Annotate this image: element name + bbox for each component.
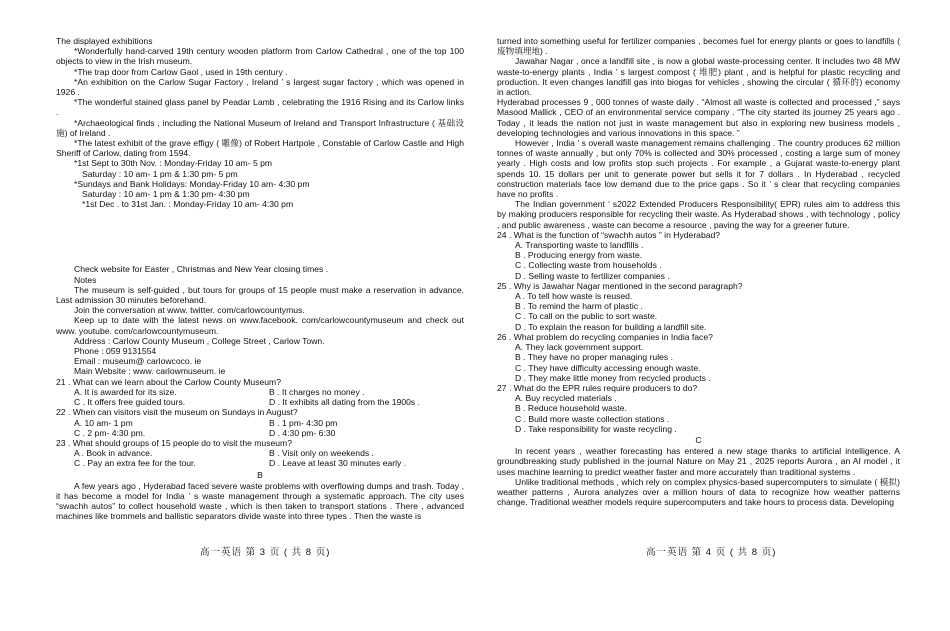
- q25-option-c: C . To call on the public to sort waste.: [515, 311, 658, 322]
- passage-b-paragraph: Hyderabad processes 9 , 000 tonnes of waste daily . “Almost all waste is collected and processed ,” says Masood Mallick , CEO of an environmental service company . “The city started its journey 25 years ago . Today , it leads the nation not just in waste management but also in exploring new business models , developing technologies and various innovations in this space. ”: [497, 97, 900, 138]
- question-21-options-row: [56, 397, 464, 407]
- question-25-stem: 25 . Why is Jawahar Nagar mentioned in the second paragraph?: [497, 280, 743, 291]
- question-21-options-row: [56, 387, 464, 397]
- exhibitions-heading: The displayed exhibitions: [56, 36, 153, 46]
- q25-option-b: B . To remind the harm of plastic .: [515, 301, 643, 312]
- right-page: [497, 36, 900, 507]
- question-26-stem: 26 . What problem do recycling companies in India face?: [497, 331, 713, 342]
- blank-space: [56, 209, 464, 264]
- question-23-stem: 23 . What should groups of 15 people do to visit the museum?: [56, 437, 292, 448]
- question-22-stem: 22 . When can visitors visit the museum on Sundays in August?: [56, 407, 298, 418]
- q26-option-c: C . They have difficulty accessing enough waste.: [515, 362, 701, 373]
- note-item: The museum is self-guided , but tours for groups of 15 people must make a reservation in advance. Last admission 30 minutes beforehand.: [56, 284, 464, 306]
- notes-heading: Notes: [74, 274, 97, 285]
- q26-option-b: B . They have no proper managing rules .: [515, 352, 673, 363]
- contact-website: Main Website : www. carlowmuseum. ie: [74, 366, 226, 377]
- q21-option-a: A. It is awarded for its size.: [74, 386, 177, 397]
- page-footer-right: 高一英语 第 4 页 ( 共 8 页): [646, 547, 777, 558]
- passage-c-paragraph: In recent years , weather forecasting has entered a new stage thanks to artificial intelligence. A groundbreaking study published in the journal Nature on May 21 , 2025 reports Aurora , an AI model , it uses machine learning to predict weather faster and more accurately than traditional systems .: [497, 446, 900, 477]
- q24-option-d: D . Selling waste to fertilizer companies .: [515, 270, 670, 281]
- q24-option-c: C . Collecting waste from households .: [515, 260, 662, 271]
- contact-email: Email : museum@ carlowcoco. ie: [74, 356, 202, 367]
- exhibit-item: *Archaeological finds , including the National Museum of Ireland and Transport Infrastructure ( 基础设施) of Ireland .: [56, 117, 464, 138]
- contact-phone: Phone : 059 9131554: [74, 346, 157, 357]
- opening-hours-line: *Sundays and Bank Holidays: Monday-Friday 10 am- 4:30 pm: [74, 178, 310, 189]
- q27-option-a: A. Buy recycled materials .: [515, 393, 617, 404]
- q22-option-a: A. 10 am- 1 pm: [74, 417, 133, 428]
- q21-option-d: D . It exhibits all dating from the 1900s .: [269, 397, 420, 408]
- q24-option-b: B . Producing energy from waste.: [515, 250, 643, 261]
- passage-c-paragraph: Unlike traditional methods , which rely on complex physics-based supercomputers to simulate ( 模拟) weather patterns , Aurora analyzes over a million hours of data to recognize how weather patterns change. Traditional weather models require supercomputers and take hours to process data. Developing: [497, 476, 900, 508]
- left-page: [56, 36, 464, 522]
- q23-option-c: C . Pay an extra fee for the tour.: [74, 458, 196, 469]
- q26-option-a: A. They lack government support.: [515, 342, 644, 353]
- exhibit-item: *Wonderfully hand-carved 19th century wooden platform from Carlow Cathedral , one of the top 100 objects to view in the Irish museum.: [56, 46, 464, 67]
- note-item: Keep up to date with the latest news on www.facebook. com/carlowcountymuseum and check out www. youtube. com/carlowcountymuseum.: [56, 315, 464, 336]
- opening-hours-line: *1st Sept to 30th Nov. : Monday-Friday 10 am- 5 pm: [74, 158, 273, 169]
- passage-b-paragraph: The Indian government ’ s2022 Extended Producers Responsibility( EPR) rules aim to address this by making producers responsible for recycling their waste. As Hyderabad shows , with technology , policy , and public awareness , waste can become a resource , paving the way for a greener future.: [497, 199, 900, 230]
- exhibit-item: *The trap door from Carlow Gaol , used in 19th century .: [74, 66, 288, 77]
- question-27-stem: 27 . What do the EPR rules require producers to do?: [497, 382, 698, 393]
- q25-option-d: D . To explain the reason for building a landfill site.: [515, 321, 707, 332]
- q23-option-d: D . Leave at least 30 minutes early .: [269, 458, 407, 469]
- q24-option-a: A. Transporting waste to landfills .: [515, 240, 644, 251]
- exhibit-item: *An exhibition on the Carlow Sugar Factory , Ireland ’ s largest sugar factory , which was opened in 1926 .: [56, 76, 464, 98]
- question-23-options-row: [56, 448, 464, 458]
- q25-option-a: A . To tell how waste is reused.: [515, 291, 633, 302]
- q21-option-b: B . It charges no money .: [269, 386, 365, 397]
- q26-option-d: D . They make little money from recycled products .: [515, 372, 711, 383]
- q22-option-c: C . 2 pm- 4:30 pm.: [74, 427, 146, 438]
- contact-address: Address : Carlow County Museum , College Street , Carlow Town.: [74, 335, 325, 346]
- q21-option-c: C . It offers free guided tours.: [74, 397, 186, 408]
- q27-option-c: C . Build more waste collection stations .: [515, 413, 670, 424]
- question-22-options-row: [56, 428, 464, 438]
- exhibit-item: *The latest exhibit of the grave effigy ( 雕像) of Robert Hartpole , Constable of Carlow Castle and High Sheriff of Carlow, dating from 1594.: [56, 138, 464, 159]
- opening-hours-line: *1st Dec . to 31st Jan. : Monday-Friday 10 am- 4:30 pm: [82, 199, 294, 210]
- question-22-options-row: [56, 418, 464, 428]
- q22-option-b: B . 1 pm- 4:30 pm: [269, 417, 338, 428]
- q22-option-d: D . 4:30 pm- 6:30: [269, 427, 336, 438]
- closing-times-note: Check website for Easter , Christmas and New Year closing times .: [74, 264, 329, 275]
- note-item: Join the conversation at www. twitter. com/carlowcountymus.: [74, 305, 305, 316]
- section-b-heading: B: [257, 469, 263, 480]
- q23-option-b: B . Visit only on weekends .: [269, 448, 374, 459]
- question-23-options-row: [56, 458, 464, 468]
- section-c-heading: C: [695, 434, 702, 445]
- opening-hours-line: Saturday : 10 am- 1 pm & 1:30 pm- 5 pm: [82, 168, 238, 179]
- passage-b-paragraph: A few years ago , Hyderabad faced severe waste problems with overflowing dumps and trash. Today , it has become a model for India ’ s waste management through a systematic approach. The city uses “swachh autos” to collect household waste , which is then taken to transport stations . There , advanced machines like trommels and ballistic separators divide waste into three types . Then the waste is: [56, 480, 464, 522]
- question-24-stem: 24 . What is the function of “swachh autos ” in Hyderabad?: [497, 229, 721, 240]
- q27-option-b: B . Reduce household waste.: [515, 403, 627, 414]
- question-21-stem: 21 . What can we learn about the Carlow County Museum?: [56, 376, 281, 387]
- passage-b-paragraph: Jawahar Nagar , once a landfill site , is now a global waste-processing center. It includes two 48 MW waste-to-energy plants , India ’ s largest compost ( 堆肥) plant , and is helpful for plastic recycling and production. It even changes landfill gas into biogas for vehicles , showing the circular ( 循环的) economy in action.: [497, 56, 900, 98]
- passage-b-paragraph: However , India ’ s overall waste management remains challenging . The country produces 62 million tonnes of waste annually , but only 70% is collected and 30% processed , costing a large sum of money yearly . High costs and low profits stop such projects . For example , a Gujarat waste-to-energy plant spends 10. 15 dollars per unit to generate power but sells it for 7 dollars . In Hyderabad , recycled construction materials face low demand due to the price gaps . So it ’ s clear that recycling companies have no profits .: [497, 138, 900, 200]
- page-footer-left: 高一英语 第 3 页 ( 共 8 页): [200, 547, 331, 558]
- exhibit-item: *The wonderful stained glass panel by Peadar Lamb , celebrating the 1916 Rising and its Carlow links .: [56, 97, 464, 118]
- q27-option-d: D . Take responsibility for waste recycling .: [515, 423, 677, 434]
- q23-option-a: A . Book in advance.: [74, 448, 153, 459]
- opening-hours-line: Saturday : 10 am- 1 pm & 1:30 pm- 4:30 pm: [82, 189, 250, 200]
- passage-b-paragraph: turned into something useful for fertilizer companies , becomes fuel for energy plants or goes to landfills ( 废物填埋地) .: [497, 36, 900, 57]
